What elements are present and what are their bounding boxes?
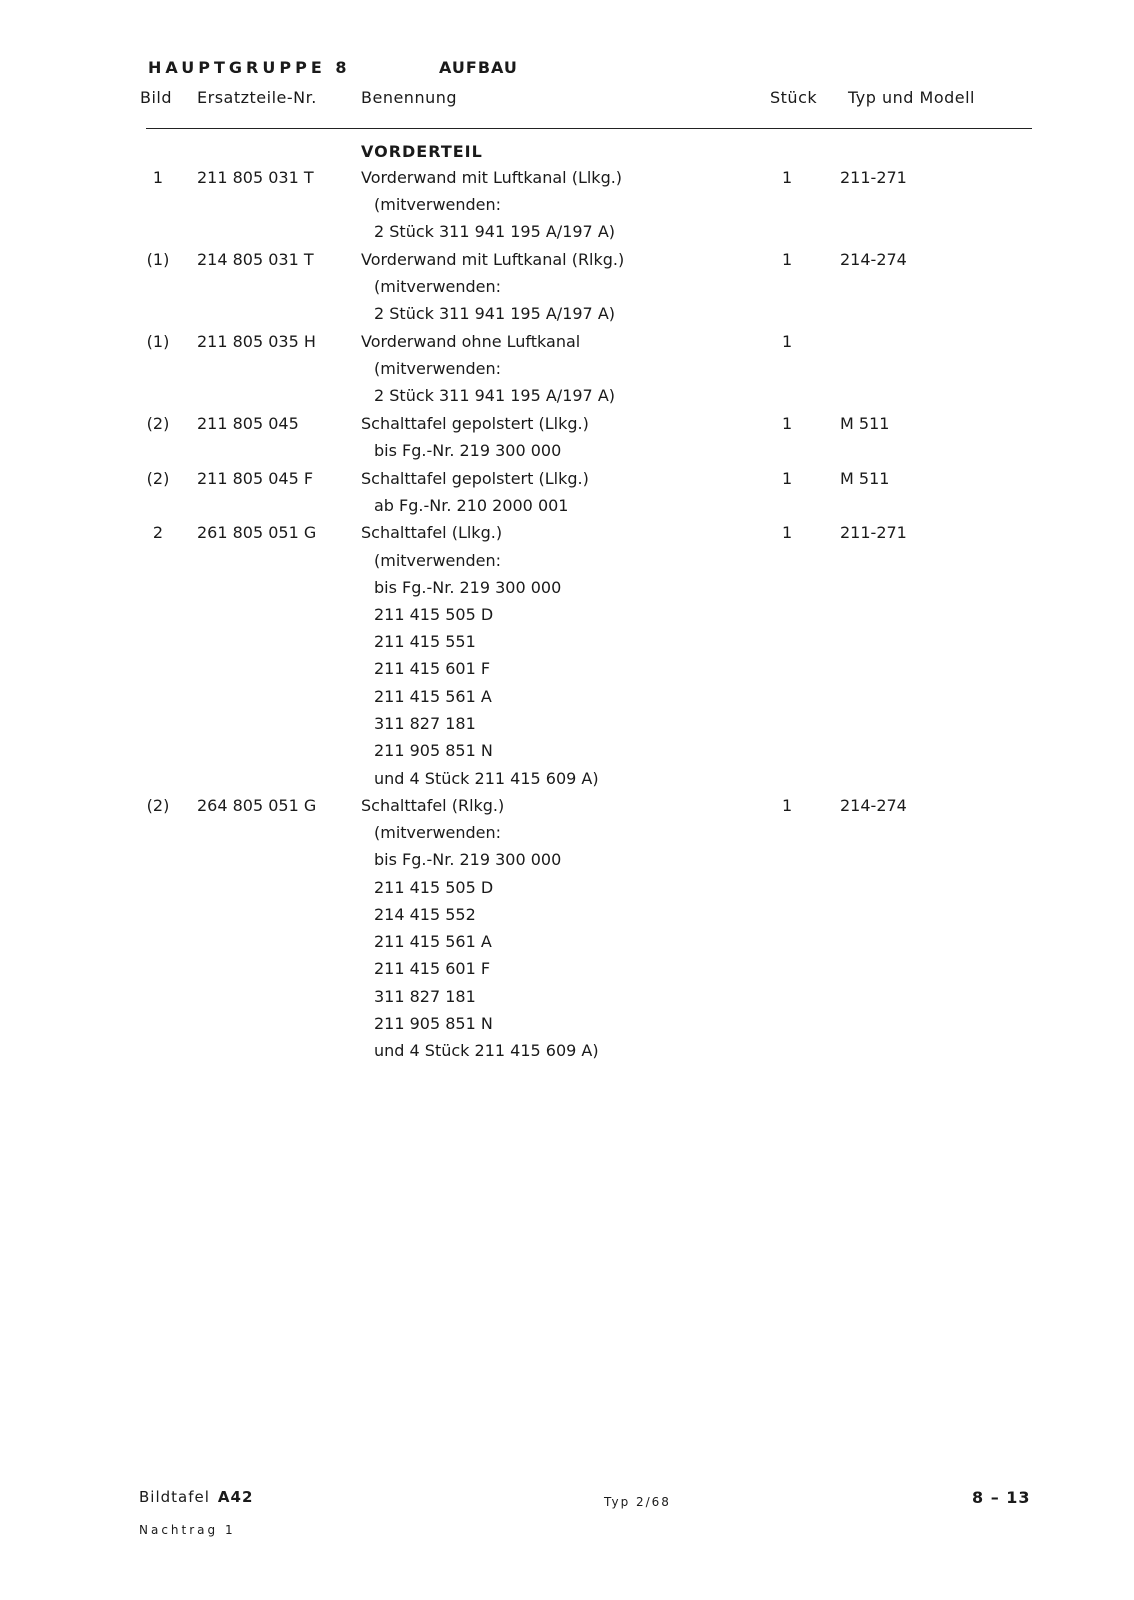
benennung-cell: und 4 Stück 211 415 609 A): [374, 1041, 599, 1060]
type-model-cell: 214-274: [840, 250, 907, 269]
benennung-cell: 2 Stück 311 941 195 A/197 A): [374, 222, 616, 241]
table-row: [0, 414, 1134, 442]
benennung-cell: 311 827 181: [374, 987, 476, 1006]
part-number-cell: 211 805 045: [197, 414, 299, 433]
table-row: [0, 823, 1134, 851]
benennung-cell: 2 Stück 311 941 195 A/197 A): [374, 386, 616, 405]
footer-typ: Typ 2/68: [604, 1495, 671, 1509]
table-row: [0, 959, 1134, 987]
table-row: [0, 523, 1134, 551]
benennung-cell: Vorderwand ohne Luftkanal: [361, 332, 581, 351]
type-model-cell: M 511: [840, 414, 890, 433]
part-number-cell: 211 805 035 H: [197, 332, 316, 351]
table-row: [0, 714, 1134, 742]
type-model-cell: M 511: [840, 469, 890, 488]
benennung-cell: Schalttafel gepolstert (Llkg.): [361, 414, 589, 433]
benennung-cell: bis Fg.-Nr. 219 300 000: [374, 850, 562, 869]
table-row: [0, 659, 1134, 687]
benennung-cell: 211 415 601 F: [374, 659, 491, 678]
quantity-cell: 1: [782, 414, 793, 433]
type-model-cell: 211-271: [840, 523, 907, 542]
benennung-cell: 2 Stück 311 941 195 A/197 A): [374, 304, 616, 323]
table-row: [0, 932, 1134, 960]
table-row: [0, 304, 1134, 332]
benennung-cell: 311 827 181: [374, 714, 476, 733]
benennung-cell: Schalttafel (Llkg.): [361, 523, 503, 542]
table-row: [0, 386, 1134, 414]
bild-cell: (2): [146, 796, 170, 815]
quantity-cell: 1: [782, 332, 793, 351]
table-row: [0, 496, 1134, 524]
table-row: [0, 741, 1134, 769]
part-number-cell: 261 805 051 G: [197, 523, 317, 542]
table-row: [0, 359, 1134, 387]
benennung-cell: (mitverwenden:: [374, 277, 502, 296]
table-row: [0, 878, 1134, 906]
benennung-cell: 211 415 551: [374, 632, 476, 651]
part-number-cell: 264 805 051 G: [197, 796, 317, 815]
bild-cell: (1): [146, 250, 170, 269]
table-row: [0, 605, 1134, 633]
quantity-cell: 1: [782, 523, 793, 542]
table-row: [0, 469, 1134, 497]
bildtafel-label: Bildtafel: [139, 1488, 210, 1506]
header-divider: [146, 128, 1032, 129]
benennung-cell: VORDERTEIL: [361, 142, 483, 161]
table-row: [0, 687, 1134, 715]
table-row: [0, 905, 1134, 933]
bild-cell: 1: [152, 168, 164, 187]
footer-bildtafel: [139, 1488, 253, 1506]
table-row: [0, 277, 1134, 305]
bild-cell: (2): [146, 414, 170, 433]
table-row: [0, 796, 1134, 824]
quantity-cell: 1: [782, 250, 793, 269]
table-row: [0, 578, 1134, 606]
type-model-cell: 211-271: [840, 168, 907, 187]
bildtafel-value: A42: [217, 1488, 254, 1506]
benennung-cell: Vorderwand mit Luftkanal (Rlkg.): [361, 250, 625, 269]
column-header-bild: Bild: [140, 88, 173, 107]
benennung-cell: 211 415 505 D: [374, 605, 494, 624]
table-row: [0, 222, 1134, 250]
part-number-cell: 214 805 031 T: [197, 250, 314, 269]
quantity-cell: 1: [782, 168, 793, 187]
benennung-cell: 211 415 601 F: [374, 959, 491, 978]
bild-cell: (2): [146, 469, 170, 488]
column-header-stueck: Stück: [770, 88, 818, 107]
part-number-cell: 211 805 045 F: [197, 469, 314, 488]
column-header-benennung: Benennung: [361, 88, 458, 107]
quantity-cell: 1: [782, 469, 793, 488]
benennung-cell: 214 415 552: [374, 905, 476, 924]
bild-cell: 2: [152, 523, 164, 542]
benennung-cell: 211 905 851 N: [374, 741, 493, 760]
group-heading: HAUPTGRUPPE 8: [148, 58, 351, 77]
bild-cell: (1): [146, 332, 170, 351]
table-row: [0, 987, 1134, 1015]
quantity-cell: 1: [782, 796, 793, 815]
benennung-cell: (mitverwenden:: [374, 195, 502, 214]
benennung-cell: 211 415 561 A: [374, 687, 492, 706]
group-title: AUFBAU: [439, 58, 518, 77]
benennung-cell: 211 415 561 A: [374, 932, 492, 951]
benennung-cell: Schalttafel (Rlkg.): [361, 796, 505, 815]
benennung-cell: 211 415 505 D: [374, 878, 494, 897]
table-row: [0, 195, 1134, 223]
benennung-cell: 211 905 851 N: [374, 1014, 493, 1033]
table-row: [0, 250, 1134, 278]
benennung-cell: (mitverwenden:: [374, 823, 502, 842]
table-row: [0, 850, 1134, 878]
table-row: [0, 332, 1134, 360]
benennung-cell: Schalttafel gepolstert (Llkg.): [361, 469, 589, 488]
table-row: [0, 632, 1134, 660]
part-number-cell: 211 805 031 T: [197, 168, 314, 187]
table-row: [0, 551, 1134, 579]
benennung-cell: bis Fg.-Nr. 219 300 000: [374, 578, 562, 597]
page-number: 8 – 13: [972, 1488, 1031, 1507]
section-heading-row: [0, 142, 1134, 170]
benennung-cell: ab Fg.-Nr. 210 2000 001: [374, 496, 569, 515]
table-row: [0, 769, 1134, 797]
benennung-cell: und 4 Stück 211 415 609 A): [374, 769, 599, 788]
benennung-cell: (mitverwenden:: [374, 359, 502, 378]
benennung-cell: bis Fg.-Nr. 219 300 000: [374, 441, 562, 460]
table-row: [0, 168, 1134, 196]
column-header-part-number: Ersatzteile-Nr.: [197, 88, 317, 107]
table-row: [0, 441, 1134, 469]
benennung-cell: Vorderwand mit Luftkanal (Llkg.): [361, 168, 623, 187]
table-row: [0, 1014, 1134, 1042]
table-row: [0, 1041, 1134, 1069]
column-header-typ-modell: Typ und Modell: [848, 88, 975, 107]
type-model-cell: 214-274: [840, 796, 907, 815]
benennung-cell: (mitverwenden:: [374, 551, 502, 570]
footer-nachtrag: Nachtrag 1: [139, 1523, 236, 1537]
